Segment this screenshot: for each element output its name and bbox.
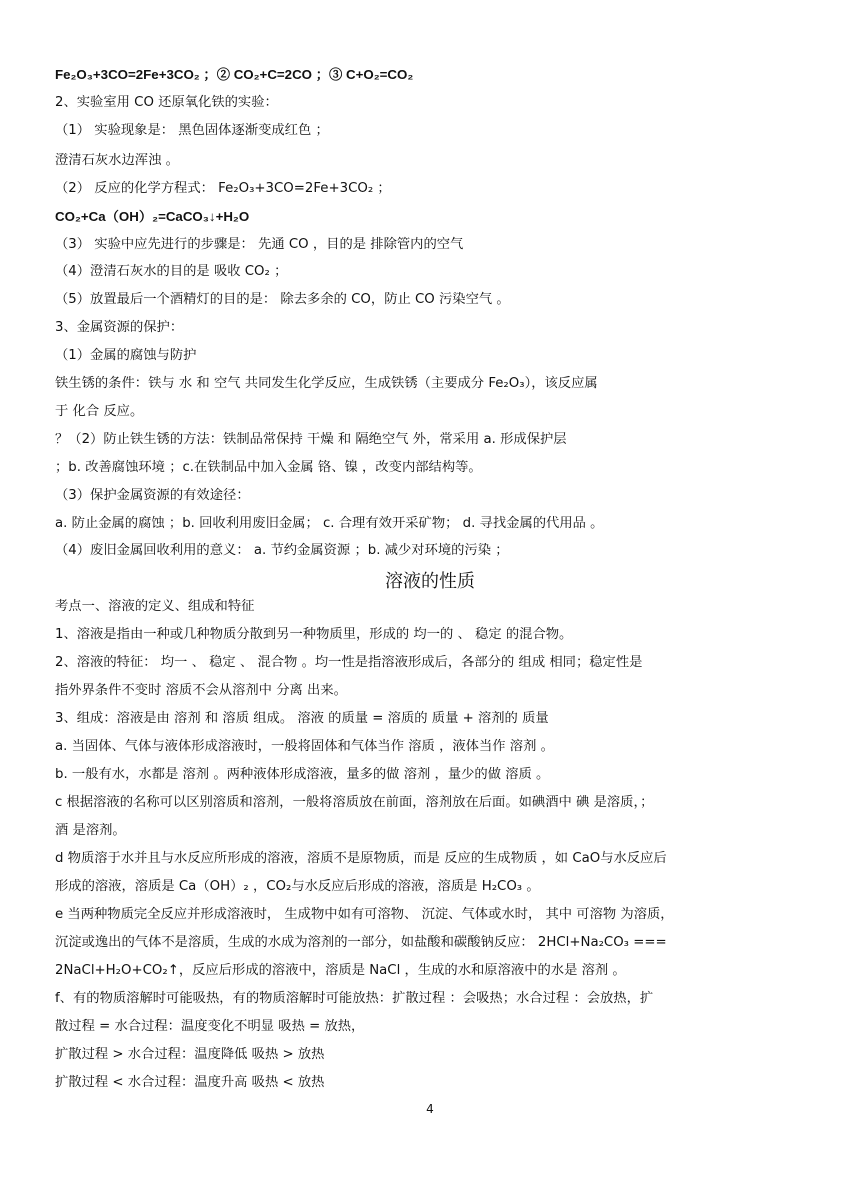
text-line: c 根据溶液的名称可以区别溶质和溶剂，一般将溶质放在前面，溶剂放在后面。如碘酒中 碘 是溶质，； — [55, 795, 654, 810]
text-line: （1）金属的腐蚀与防护 — [55, 348, 197, 363]
text-line: 2、实验室用 CO 还原氧化铁的实验： — [55, 95, 278, 110]
text-line: 指外界条件不变时 溶质不会从溶剂中 分离 出来。 — [55, 683, 347, 698]
text-line: 形成的溶液，溶质是 Ca（OH）₂ ，CO₂与水反应后形成的溶液，溶质是 H₂CO₃ 。 — [55, 879, 540, 894]
text-line: 于 化合 反应。 — [55, 404, 144, 419]
text-line: b. 一般有水，水都是 溶剂 。两种液体形成溶液，量多的做 溶剂 ，量少的做 溶质 。 — [55, 767, 550, 782]
text-line: （5）放置最后一个酒精灯的目的是： 除去多余的 CO，防止 CO 污染空气 。 — [55, 292, 510, 307]
text-line: 澄清石灰水边浑浊 。 — [55, 153, 179, 168]
text-line: Fe₂O₃+3CO=2Fe+3CO₂ ；② CO₂+C=2CO ；③ C+O₂=CO₂ — [55, 67, 414, 82]
text-line: a. 防止金属的腐蚀 ；b. 回收利用废旧金属； c. 合理有效开采矿物； d. 寻找金属的代用品 。 — [55, 516, 604, 531]
text-line: （4）澄清石灰水的目的是 吸收 CO₂ ； — [55, 264, 288, 279]
text-line: 散过程 = 水合过程：温度变化不明显 吸热 = 放热， — [55, 1019, 365, 1034]
text-line: （4）废旧金属回收利用的意义： a. 节约金属资源 ；b. 减少对环境的污染 ； — [55, 543, 509, 558]
text-line: 2NaCl+H₂O+CO₂↑，反应后形成的溶液中，溶质是 NaCl ，生成的水和原溶液中的水是 溶剂 。 — [55, 963, 626, 978]
section-title: 溶液的性质 — [385, 571, 475, 592]
text-line: CO₂+Ca（OH）₂=CaCO₃↓+H₂O — [55, 209, 250, 224]
text-line: （2） 反应的化学方程式： Fe₂O₃+3CO=2Fe+3CO₂ ； — [55, 181, 391, 196]
text-line: 铁生锈的条件：铁与 水 和 空气 共同发生化学反应，生成铁锈（主要成分 Fe₂O₃），该反应属 — [55, 376, 598, 391]
text-line: （1） 实验现象是： 黑色固体逐渐变成红色 ； — [55, 123, 329, 138]
text-line: 沉淀或逸出的气体不是溶质，生成的水成为溶剂的一部分，如盐酸和碳酸钠反应： 2HCl+Na₂CO₃ === — [55, 935, 667, 950]
text-line: 2、溶液的特征： 均一 、 稳定 、 混合物 。均一性是指溶液形成后，各部分的 组成 相同；稳定性是 — [55, 655, 643, 670]
text-line: 3、组成：溶液是由 溶剂 和 溶质 组成。 溶液 的质量 = 溶质的 质量 + 溶剂的 质量 — [55, 711, 549, 726]
text-line: （3）保护金属资源的有效途径： — [55, 488, 250, 503]
text-line: （3） 实验中应先进行的步骤是： 先通 CO ，目的是 排除管内的空气 — [55, 237, 464, 252]
text-line: f、有的物质溶解时可能吸热，有的物质溶解时可能放热：扩散过程 ：会吸热；水合过程 ：会放热，扩 — [55, 991, 654, 1006]
text-line: a. 当固体、气体与液体形成溶液时，一般将固体和气体当作 溶质 ，液体当作 溶剂 。 — [55, 739, 554, 754]
text-line: ；b. 改善腐蚀环境 ；c.在铁制品中加入金属 铬、镍 ，改变内部结构等。 — [55, 460, 482, 475]
text-line: 考点一、溶液的定义、组成和特征 — [55, 599, 255, 614]
text-line: 扩散过程 < 水合过程：温度升高 吸热 < 放热 — [55, 1075, 325, 1090]
text-line: ？（2）防止铁生锈的方法：铁制品常保持 干燥 和 隔绝空气 外，常采用 a. 形成保护层 — [55, 432, 567, 447]
text-line: 酒 是溶剂。 — [55, 823, 126, 838]
page-number: 4 — [426, 1102, 434, 1116]
text-line: 扩散过程 > 水合过程：温度降低 吸热 > 放热 — [55, 1047, 325, 1062]
text-line: 3、金属资源的保护： — [55, 320, 184, 335]
text-line: 1、溶液是指由一种或几种物质分散到另一种物质里，形成的 均一的 、 稳定 的混合物。 — [55, 627, 573, 642]
text-line: d 物质溶于水并且与水反应所形成的溶液，溶质不是原物质，而是 反应的生成物质 ，如 CaO与水反应后 — [55, 851, 667, 866]
text-line: e 当两种物质完全反应并形成溶液时， 生成物中如有可溶物、 沉淀、气体或水时， 其中 可溶物 为溶质， — [55, 907, 674, 922]
